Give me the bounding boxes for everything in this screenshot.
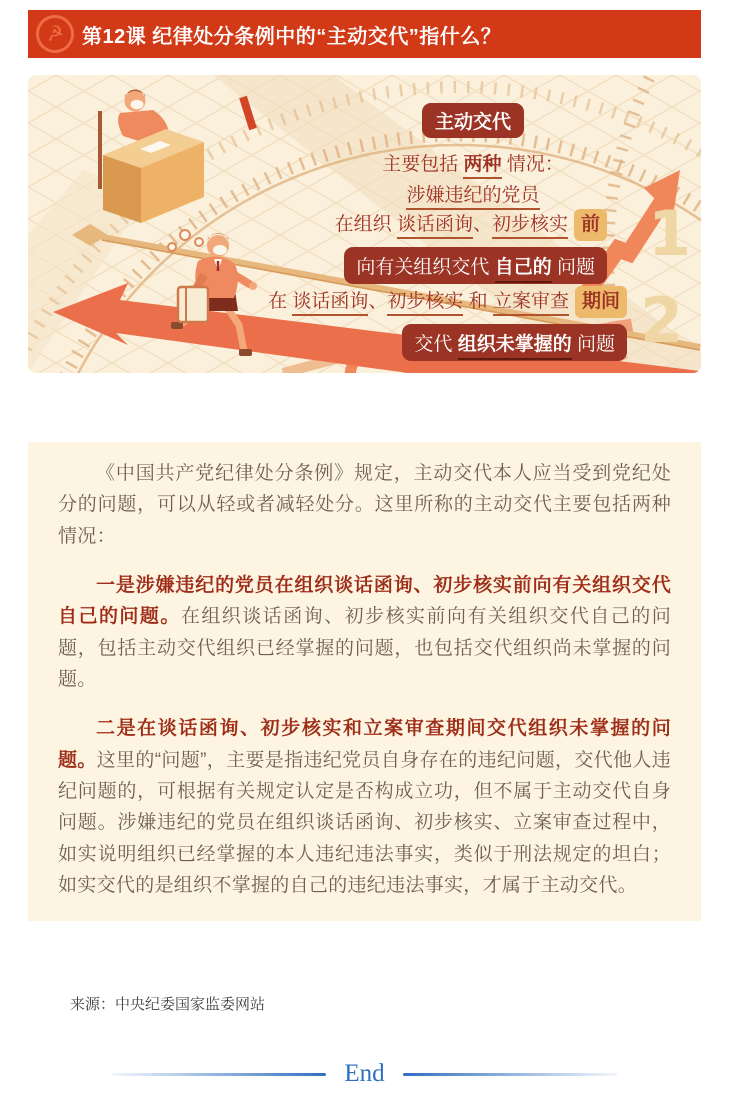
end-divider-left xyxy=(111,1073,326,1076)
case-1-block xyxy=(335,209,607,284)
case-2-condition: 在 谈话函询、初步核实 和 立案审查 期间 xyxy=(268,286,627,318)
case-1-lead: 一是涉嫌违纪的党员在组织谈话函询、初步核实前向有关组织交代自己的问题。 xyxy=(58,575,671,628)
numeral-2: 2 xyxy=(640,284,684,357)
infographic-illustration xyxy=(28,75,701,373)
source-line: 来源：中央纪委国家监委网站 xyxy=(70,996,266,1014)
end-divider-right xyxy=(403,1073,618,1076)
infographic-title-block xyxy=(333,103,613,211)
end-label: End xyxy=(344,1060,385,1088)
paragraph-intro: 《中国共产党纪律处分条例》规定，主动交代本人应当受到党纪处分的问题，可以从轻或者减轻处分。这里所称的主动交代主要包括两种情况： xyxy=(58,463,671,547)
subject-line: 涉嫌违纪的党员 xyxy=(333,180,613,211)
badge-zhudong-jiaodai: 主动交代 xyxy=(422,103,524,138)
article-body xyxy=(28,442,701,921)
case-2-statement: 交代 组织未掌握的 问题 xyxy=(402,324,627,361)
lesson-title: 第12课 纪律处分条例中的“主动交代”指什么？ xyxy=(82,25,502,48)
intro-line: 主要包括 两种 情况： xyxy=(333,149,613,180)
article-page xyxy=(0,10,729,1088)
tag-qijian: 期间 xyxy=(575,286,627,318)
paragraph-case-1: 一是涉嫌违纪的党员在组织谈话函询、初步核实前向有关组织交代自己的问题。在组织谈话函询、初步核实前向有关组织交代自己的问题，包括主动交代组织已经掌握的问题，也包括交代组织尚未掌握的问题。 xyxy=(58,575,671,691)
party-emblem-icon: ☭ xyxy=(32,11,77,56)
tag-qian: 前 xyxy=(574,209,607,241)
case-2-lead: 二是在谈话函询、初步核实和立案审查期间交代组织未掌握的问题。 xyxy=(58,718,671,771)
case-1-statement: 向有关组织交代 自己的 问题 xyxy=(344,247,607,284)
case-2-block xyxy=(268,286,627,361)
paragraph-case-2: 二是在谈话函询、初步核实和立案审查期间交代组织未掌握的问题。这里的“问题”，主要是指违纪党员自身存在的违纪问题，交代他人违纪问题的，可根据有关规定认定是否构成立功，但不属于主动交代自身问题。涉嫌违纪的党员在组织谈话函询、初步核实、立案审查过程中，如实说明组织已经掌握的本人违纪违法事实，类似于刑法规定的坦白；如实交代的是组织不掌握的自己的违纪违法事实，才属于主动交代。 xyxy=(58,718,671,897)
case-1-condition: 在组织 谈话函询、初步核实 前 xyxy=(335,209,607,241)
lesson-header xyxy=(28,10,701,58)
end-footer xyxy=(0,1060,729,1088)
numeral-1: 1 xyxy=(648,197,692,270)
